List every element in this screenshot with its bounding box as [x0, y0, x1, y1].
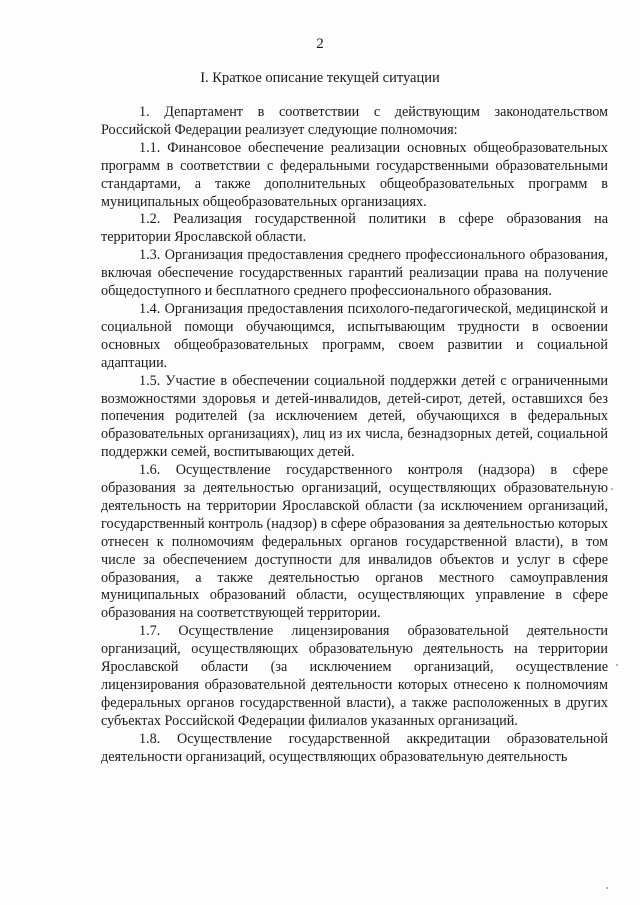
paragraph-1-4: 1.4. Организация предоставления психолого-педагогической, медицинской и социальной помощи обучающимся, испытывающим трудности в освоении основных общеобразовательных программ, своем развитии и социальной адаптации.: [101, 300, 608, 371]
scan-speck: [616, 664, 618, 666]
paragraph-1-7: 1.7. Осуществление лицензирования образовательной деятельности организаций, осуществляющих образовательную деятельность на территории Ярославской области (за исключением организаций, осуществление лицензирования образовательной деятельности которых отнесено к полномочиям федеральных органов государственной власти), а также расположенных в других субъектах Российской Федерации филиалов указанных организаций.: [101, 623, 608, 729]
paragraph-1-1: 1.1. Финансовое обеспечение реализации основных общеобразовательных программ в соответствии с федеральными государственными образовательными стандартами, а также дополнительных общеобразовательных программ в муниципальных общеобразовательных организациях.: [101, 139, 608, 210]
section-heading: I. Краткое описание текущей ситуации: [200, 70, 440, 86]
document-body: [101, 104, 608, 767]
paragraph-1-2: 1.2. Реализация государственной политики в сфере образования на территории Ярославской области.: [101, 211, 608, 246]
paragraph-1-8: 1.8. Осуществление государственной аккредитации образовательной деятельности организаций, осуществляющих образовательную деятельность: [101, 730, 608, 765]
scan-speck: [611, 488, 613, 490]
scan-speck: [606, 887, 608, 889]
page-number: 2: [316, 36, 324, 52]
paragraph-1-5: 1.5. Участие в обеспечении социальной поддержки детей с ограниченными возможностями здоровья и детей-инвалидов, детей-сирот, детей, оставшихся без попечения родителей (за исключением детей, обучающихся в федеральных образовательных организациях), лиц из их числа, безнадзорных детей, социальной поддержки семей, воспитывающих детей.: [101, 372, 608, 461]
paragraph-department-powers: 1. Департамент в соответствии с действующим законодательством Российской Федерации реализует следующие полномочия:: [101, 104, 608, 138]
paragraph-1-6: 1.6. Осуществление государственного контроля (надзора) в сфере образования за деятельностью организаций, осуществляющих образовательную деятельность на территории Ярославской области (за исключением организаций, государственный контроль (надзор) в сфере образования за деятельностью которых отнесен к полномочиям федеральных органов государственной власти), в том числе за обеспечением доступности для инвалидов объектов и услуг в сфере образования, а также деятельностью органов местного самоуправления муниципальных образований области, осуществляющих управление в сфере образования на соответствующей территории.: [101, 462, 608, 622]
paragraph-1-3: 1.3. Организация предоставления среднего профессионального образования, включая обеспечение государственных гарантий реализации права на получение общедоступного и бесплатного среднего профессионального образования.: [101, 247, 608, 300]
